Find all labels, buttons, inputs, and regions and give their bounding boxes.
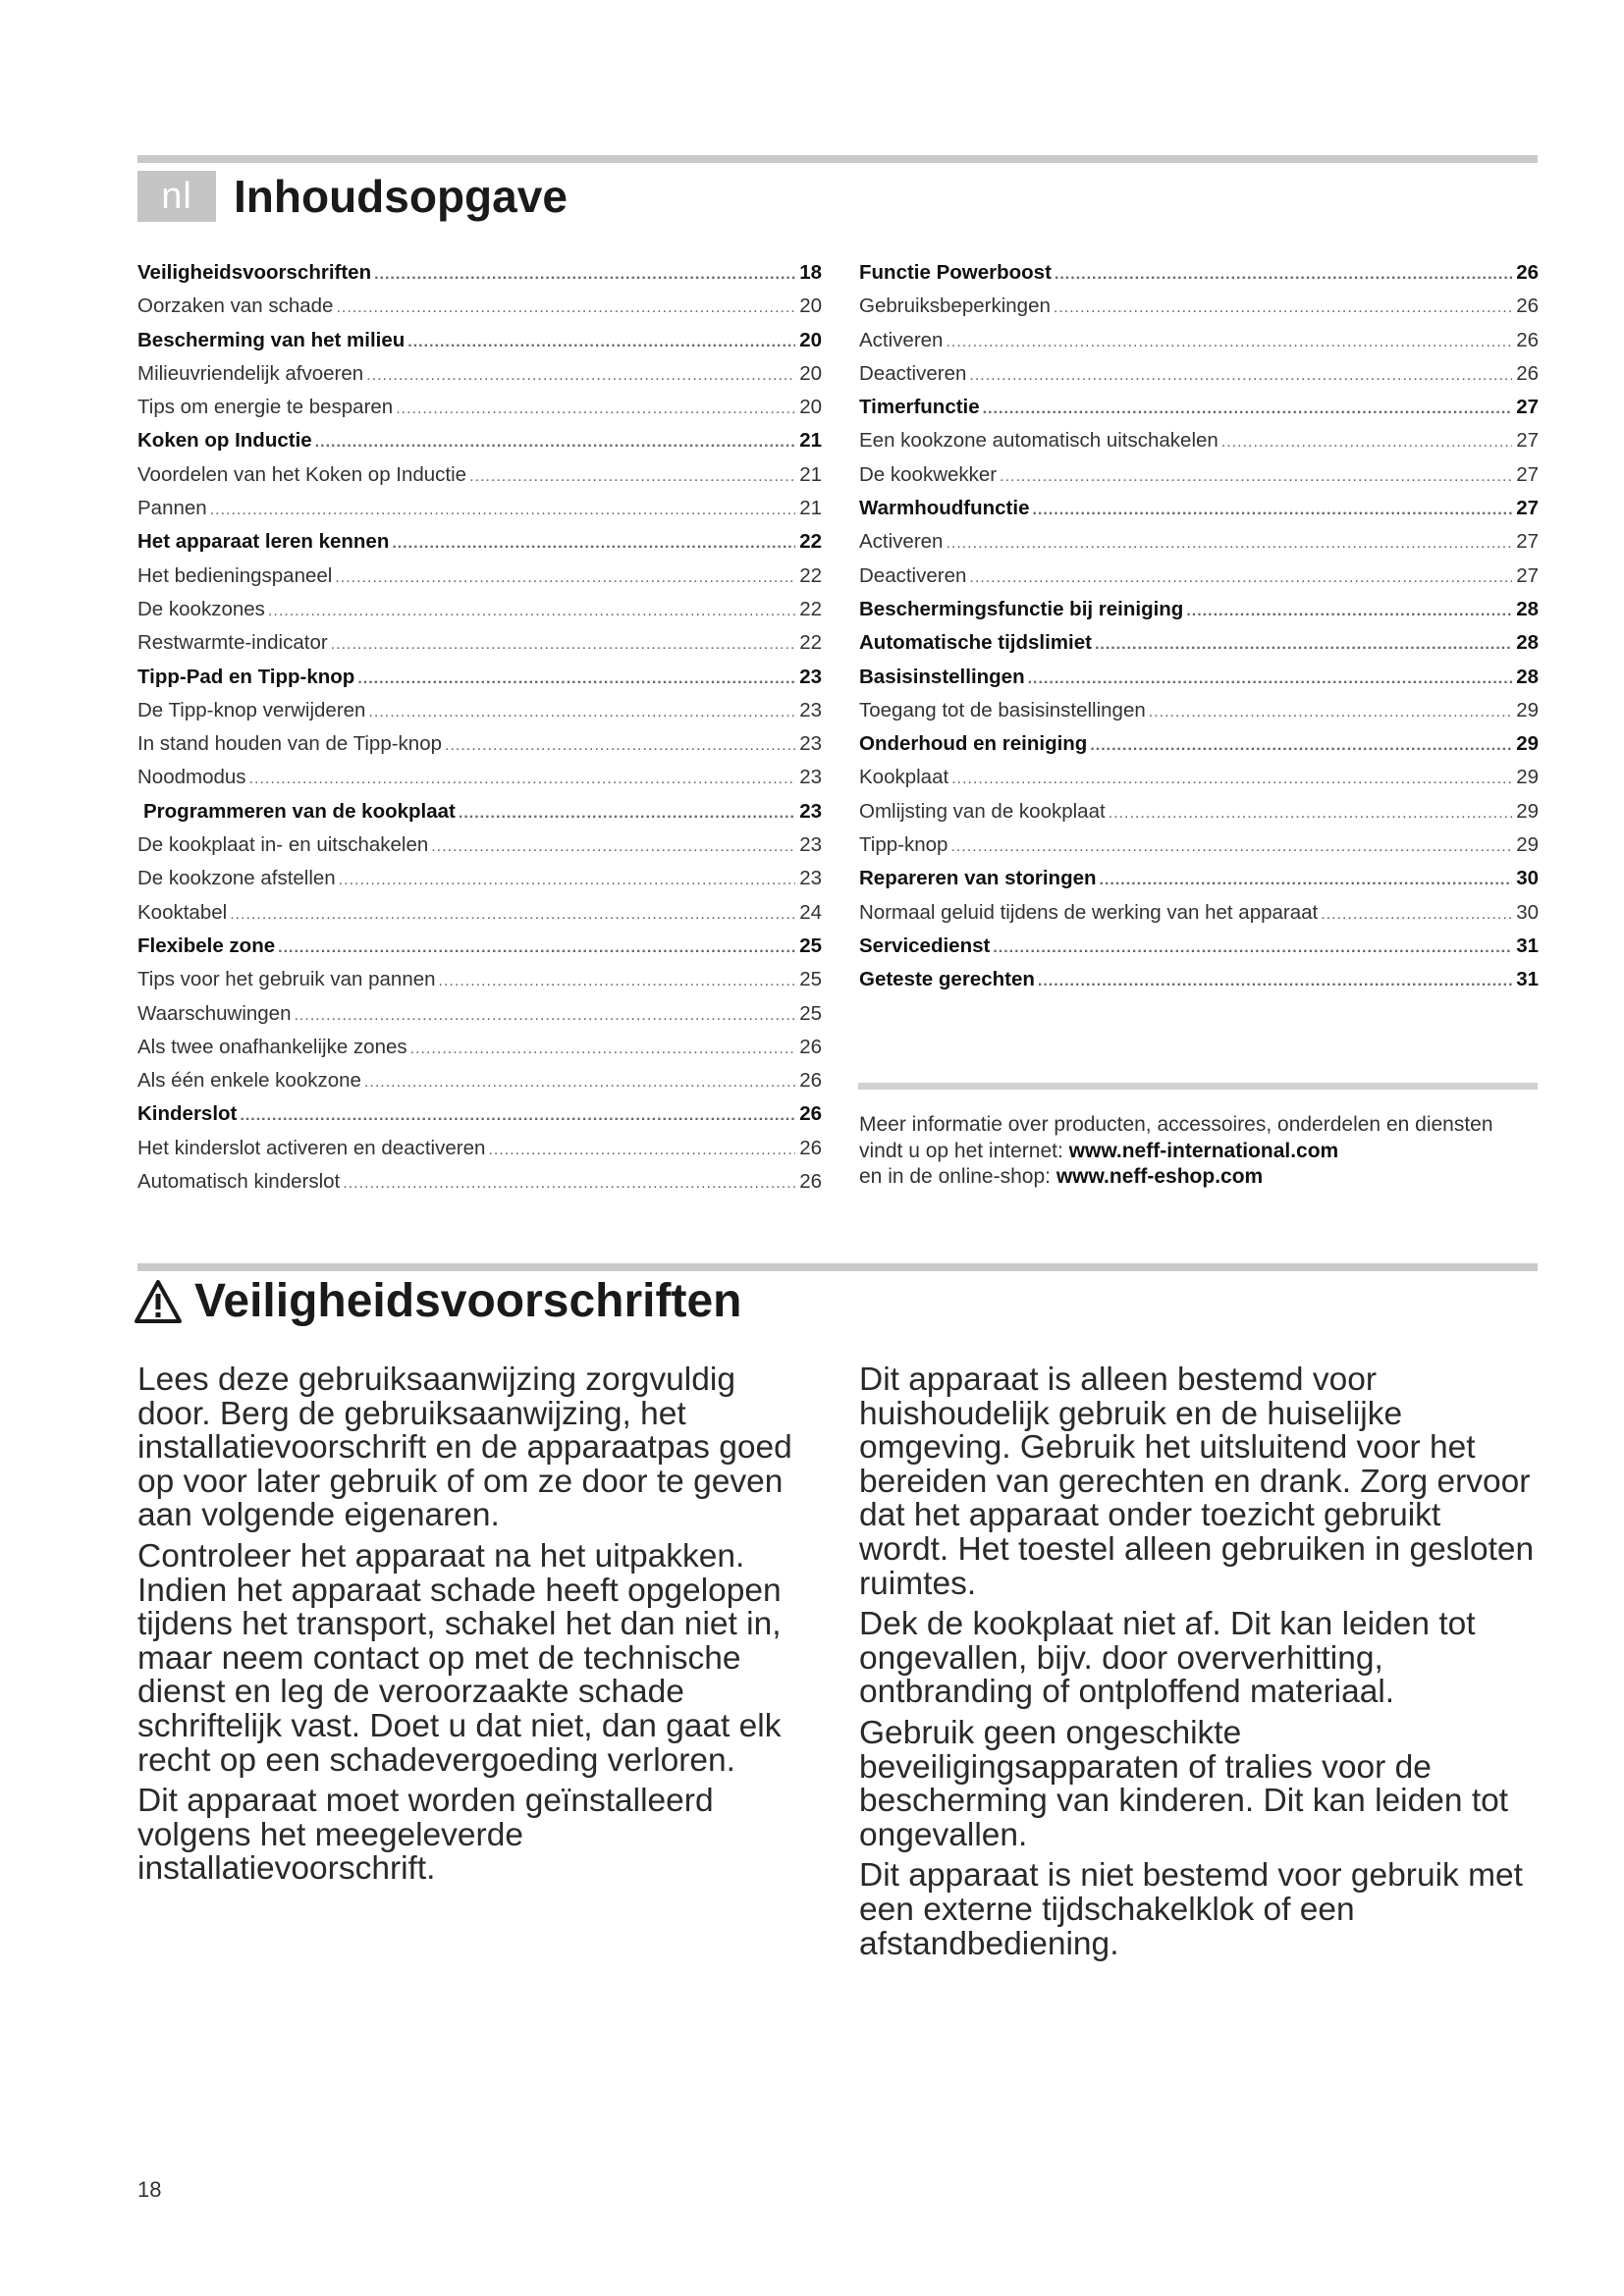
toc-entry[interactable] [137, 727, 822, 761]
top-divider [137, 155, 1538, 163]
website-link[interactable]: www.neff-international.com [1068, 1139, 1339, 1162]
info-divider [858, 1083, 1538, 1090]
toc-entry[interactable] [137, 1132, 822, 1165]
toc-entry[interactable] [137, 1031, 822, 1064]
toc-leader-dots [469, 460, 795, 494]
toc-entry[interactable] [137, 997, 822, 1031]
toc-entry-page: 20 [799, 294, 822, 318]
toc-entry-label: Noodmodus [137, 766, 246, 789]
toc-entry-label: In stand houden van de Tipp-knop [137, 732, 443, 756]
toc-entry-label: Als twee onafhankelijke zones [137, 1035, 407, 1058]
toc-entry-page: 30 [1516, 900, 1539, 924]
toc-leader-dots [410, 1033, 795, 1066]
toc-entry-page: 24 [799, 900, 822, 924]
toc-entry-label: Activeren [859, 328, 944, 351]
toc-leader-dots [1055, 258, 1512, 292]
toc-entry-label: Kooktabel [137, 900, 228, 924]
toc-entry-page: 23 [799, 665, 822, 688]
safety-paragraph: Dit apparaat is alleen bestemd voor huishoudelijk gebruik en de huiselijke omgeving. Gebruik het uitsluitend voor het bereiden van gerechten en drank. Zorg ervoor dat het apparaat onder toezicht gebruikt wordt. Het toestel alleen gebruiken in gesloten ruimtes. [859, 1362, 1535, 1602]
toc-entry[interactable] [859, 661, 1539, 694]
safety-paragraph: Dit apparaat moet worden geïnstalleerd volgens het meegeleverde installatievoorschrift. [137, 1783, 714, 1888]
toc-entry-page: 23 [799, 766, 822, 789]
toc-entry[interactable] [137, 324, 822, 357]
toc-leader-dots [1221, 426, 1512, 459]
toc-entry-page: 27 [1516, 530, 1539, 554]
toc-entry-label: Omlijsting van de kookplaat [859, 799, 1106, 823]
toc-leader-dots [1095, 628, 1512, 662]
toc-leader-dots [950, 830, 1512, 864]
toc-entry-label: Milieuvriendelijk afvoeren [137, 361, 364, 385]
toc-entry[interactable] [137, 930, 822, 963]
toc-entry[interactable] [859, 593, 1539, 626]
toc-entry[interactable] [137, 593, 822, 626]
toc-leader-dots [315, 426, 795, 459]
toc-entry-label: Beschermingsfunctie bij reiniging [859, 597, 1184, 620]
page-number: 18 [137, 2177, 162, 2202]
info-box [859, 1112, 1539, 1191]
toc-entry-page: 27 [1516, 429, 1539, 453]
toc-leader-dots [1109, 797, 1512, 830]
toc-leader-dots [249, 763, 795, 796]
toc-leader-dots [374, 258, 795, 292]
toc-entry-label: Gebruiksbeperkingen [859, 294, 1051, 318]
toc-entry-page: 26 [799, 1035, 822, 1058]
toc-entry-label: Flexibele zone [137, 934, 276, 957]
toc-entry[interactable] [137, 896, 822, 930]
toc-entry-page: 20 [799, 328, 822, 351]
toc-entry-page: 29 [1516, 833, 1539, 857]
toc-entry-page: 18 [799, 261, 822, 284]
toc-leader-dots [445, 729, 795, 763]
toc-entry[interactable] [137, 862, 822, 895]
toc-leader-dots [951, 763, 1512, 796]
toc-entry[interactable] [137, 963, 822, 996]
toc-entry[interactable] [859, 963, 1539, 996]
toc-entry-label: Servicedienst [859, 934, 991, 957]
info-text-2: en in de online-shop: [859, 1165, 1051, 1188]
toc-leader-dots [278, 932, 795, 965]
toc-entry[interactable] [137, 1165, 822, 1199]
toc-entry-page: 22 [799, 563, 822, 587]
info-text-1: Meer informatie over producten, accessoires, onderdelen en diensten vindt u op het internet: [859, 1113, 1493, 1162]
toc-entry-label: Restwarmte-indicator [137, 631, 328, 655]
toc-entry-page: 26 [1516, 294, 1539, 318]
toc-entry-page: 27 [1516, 563, 1539, 587]
toc-entry-page: 30 [1516, 867, 1539, 890]
toc-leader-dots [1054, 292, 1512, 325]
safety-paragraph: Dek de kookplaat niet af. Dit kan leiden tot ongevallen, bijv. door oververhitting, ontbranding of ontploffend materiaal. [859, 1606, 1476, 1711]
toc-entry-page: 31 [1516, 968, 1539, 991]
toc-entry-page: 26 [1516, 361, 1539, 385]
toc-entry[interactable] [137, 828, 822, 862]
toc-leader-dots [1028, 663, 1512, 696]
safety-right-column [859, 1363, 1537, 1968]
toc-leader-dots [230, 898, 795, 932]
toc-entry-label: Voordelen van het Koken op Inductie [137, 462, 467, 486]
toc-entry[interactable] [137, 492, 822, 525]
toc-leader-dots [392, 527, 795, 561]
toc-leader-dots [983, 393, 1512, 426]
toc-entry-label: Tipp-knop [859, 833, 948, 857]
toc-entry[interactable] [859, 256, 1539, 290]
toc-entry[interactable] [137, 761, 822, 794]
toc-leader-dots [407, 326, 795, 359]
toc-entry-label: Het kinderslot activeren en deactiveren [137, 1136, 486, 1159]
toc-entry-label: Tips om energie te besparen [137, 396, 394, 419]
toc-leader-dots [1186, 595, 1512, 628]
toc-leader-dots [488, 1134, 795, 1167]
toc-leader-dots [364, 1066, 795, 1099]
toc-entry-label: Geteste gerechten [859, 968, 1035, 991]
toc-leader-dots [439, 965, 795, 998]
toc-entry[interactable] [137, 1097, 822, 1131]
toc-entry-label: Als één enkele kookzone [137, 1069, 361, 1093]
toc-entry-page: 22 [799, 631, 822, 655]
toc-entry[interactable] [859, 357, 1539, 391]
toc-entry-page: 29 [1516, 732, 1539, 756]
toc-leader-dots [969, 359, 1512, 393]
toc-entry-label: Kookplaat [859, 766, 949, 789]
toc-entry[interactable] [859, 727, 1539, 761]
toc-entry-page: 26 [799, 1136, 822, 1159]
toc-leader-dots [993, 932, 1512, 965]
toc-title: Inhoudsopgave [234, 171, 568, 222]
toc-entry-page: 20 [799, 396, 822, 419]
toc-entry[interactable] [859, 391, 1539, 424]
toc-entry[interactable] [859, 560, 1539, 593]
toc-entry[interactable] [137, 256, 822, 290]
toc-leader-dots [368, 696, 795, 729]
toc-entry-label: Kinderslot [137, 1102, 238, 1126]
toc-entry-page: 27 [1516, 462, 1539, 486]
toc-entry[interactable] [137, 357, 822, 391]
toc-entry-page: 28 [1516, 665, 1539, 688]
toc-entry-label: Programmeren van de kookplaat [143, 799, 456, 823]
toc-entry-label: Warmhoudfunctie [859, 497, 1030, 520]
toc-entry-page: 28 [1516, 597, 1539, 620]
toc-leader-dots [335, 561, 795, 595]
toc-entry-page: 21 [799, 429, 822, 453]
toc-entry-page: 26 [799, 1069, 822, 1093]
toc-leader-dots [1321, 898, 1512, 932]
toc-entry-label: Bescherming van het milieu [137, 328, 406, 351]
toc-entry[interactable] [859, 896, 1539, 930]
toc-leader-dots [331, 628, 795, 662]
toc-entry[interactable] [859, 626, 1539, 660]
language-badge: nl [137, 171, 216, 222]
toc-entry-page: 23 [799, 867, 822, 890]
toc-entry-label: Het bedieningspaneel [137, 563, 333, 587]
toc-entry[interactable] [859, 324, 1539, 357]
toc-entry[interactable] [137, 525, 822, 559]
toc-leader-dots [357, 663, 795, 696]
toc-entry[interactable] [859, 761, 1539, 794]
toc-entry[interactable] [859, 930, 1539, 963]
toc-entry-label: Pannen [137, 497, 207, 520]
toc-leader-dots [396, 393, 795, 426]
toc-leader-dots [240, 1099, 795, 1133]
toc-entry-label: Veiligheidsvoorschriften [137, 261, 372, 284]
safety-left-column [137, 1363, 815, 1894]
toc-entry-page: 26 [1516, 261, 1539, 284]
toc-leader-dots [1038, 965, 1512, 998]
toc-entry[interactable] [137, 458, 822, 492]
shop-link[interactable]: www.neff-eshop.com [1056, 1165, 1264, 1188]
toc-entry-label: Functie Powerboost [859, 261, 1052, 284]
toc-entry-page: 22 [799, 530, 822, 554]
toc-entry-page: 26 [799, 1170, 822, 1194]
toc-entry-label: De kookzones [137, 597, 265, 620]
toc-entry-label: Tips voor het gebruik van pannen [137, 968, 436, 991]
toc-leader-dots [1149, 696, 1512, 729]
toc-entry-label: Activeren [859, 530, 944, 554]
toc-entry[interactable] [137, 795, 822, 828]
toc-leader-dots [339, 864, 795, 897]
toc-entry-label: Automatische tijdslimiet [859, 631, 1092, 655]
section-divider [137, 1263, 1538, 1271]
toc-entry-page: 25 [799, 1001, 822, 1025]
toc-entry-page: 22 [799, 597, 822, 620]
toc-entry[interactable] [137, 290, 822, 323]
toc-leader-dots [366, 359, 795, 393]
toc-entry-page: 27 [1516, 497, 1539, 520]
safety-paragraph: Gebruik geen ongeschikte beveiligingsapparaten of tralies voor de bescherming van kinderen. Dit kan leiden tot ongevallen. [859, 1714, 1509, 1853]
toc-entry-label: Onderhoud en reiniging [859, 732, 1088, 756]
toc-entry-page: 26 [799, 1102, 822, 1126]
toc-entry[interactable] [859, 795, 1539, 828]
safety-title-text: Veiligheidsvoorschriften [194, 1275, 742, 1327]
toc-entry-label: De Tipp-knop verwijderen [137, 698, 366, 721]
toc-entry-label: De kookzone afstellen [137, 867, 336, 890]
toc-entry[interactable] [859, 290, 1539, 323]
toc-entry[interactable] [137, 560, 822, 593]
safety-section-title [134, 1271, 741, 1332]
toc-entry-page: 31 [1516, 934, 1539, 957]
toc-entry-label: De kookwekker [859, 462, 998, 486]
toc-entry-page: 21 [799, 497, 822, 520]
toc-entry-label: Deactiveren [859, 563, 967, 587]
toc-entry[interactable] [137, 1064, 822, 1097]
toc-entry-label: Waarschuwingen [137, 1001, 292, 1025]
toc-right-column [859, 256, 1539, 997]
toc-entry[interactable] [137, 391, 822, 424]
toc-entry[interactable] [859, 828, 1539, 862]
toc-entry[interactable] [859, 694, 1539, 727]
toc-entry[interactable] [859, 525, 1539, 559]
toc-entry-page: 25 [799, 934, 822, 957]
safety-paragraph: Controleer het apparaat na het uitpakken. Indien het apparaat schade heeft opgelopen tijdens het transport, schakel het dan niet in, maar neem contact op met de technische dienst en leg de veroorzaakte schade schriftelijk vast. Doet u dat niet, dan gaat elk recht op een schadevergoeding verloren. [137, 1537, 782, 1779]
toc-entry-page: 23 [799, 799, 822, 823]
toc-leader-dots [1032, 494, 1512, 527]
toc-entry[interactable] [137, 661, 822, 694]
toc-leader-dots [946, 527, 1512, 561]
toc-entry-label: Normaal geluid tijdens de werking van het apparaat [859, 900, 1319, 924]
warning-triangle-icon [134, 1279, 183, 1324]
toc-entry[interactable] [137, 424, 822, 457]
toc-left-column [137, 256, 822, 1199]
toc-entry-page: 20 [799, 361, 822, 385]
toc-entry-label: Deactiveren [859, 361, 967, 385]
toc-leader-dots [1000, 460, 1512, 494]
toc-entry-label: Repareren van storingen [859, 867, 1097, 890]
toc-entry-page: 25 [799, 968, 822, 991]
toc-entry-page: 26 [1516, 328, 1539, 351]
toc-entry-page: 23 [799, 698, 822, 721]
toc-entry-page: 23 [799, 732, 822, 756]
toc-entry-label: Automatisch kinderslot [137, 1170, 341, 1194]
toc-entry[interactable] [859, 492, 1539, 525]
toc-entry-label: Oorzaken van schade [137, 294, 334, 318]
toc-leader-dots [268, 595, 795, 628]
toc-entry-page: 28 [1516, 631, 1539, 655]
toc-entry[interactable] [137, 694, 822, 727]
safety-paragraph: Dit apparaat is niet bestemd voor gebruik met een externe tijdschakelklok of een afstandbediening. [859, 1857, 1523, 1962]
toc-leader-dots [1090, 729, 1512, 763]
toc-entry-label: De kookplaat in- en uitschakelen [137, 833, 429, 857]
toc-entry-page: 29 [1516, 799, 1539, 823]
toc-entry-page: 27 [1516, 396, 1539, 419]
toc-entry-page: 23 [799, 833, 822, 857]
toc-entry-label: Tipp-Pad en Tipp-knop [137, 665, 355, 688]
toc-leader-dots [946, 326, 1512, 359]
toc-leader-dots [343, 1167, 795, 1201]
toc-entry-label: Basisinstellingen [859, 665, 1025, 688]
toc-leader-dots [459, 797, 795, 830]
toc-entry[interactable] [137, 626, 822, 660]
toc-entry-label: Toegang tot de basisinstellingen [859, 698, 1146, 721]
safety-paragraph: Lees deze gebruiksaanwijzing zorgvuldig door. Berg de gebruiksaanwijzing, het installatievoorschrift en de apparaatpas goed op voor later gebruik of om ze door te geven aan volgende eigenaren. [137, 1362, 792, 1534]
toc-entry-label: Timerfunctie [859, 396, 980, 419]
toc-leader-dots [969, 561, 1512, 595]
toc-entry[interactable] [859, 862, 1539, 895]
toc-entry-page: 21 [799, 462, 822, 486]
toc-leader-dots [210, 494, 795, 527]
toc-entry-label: Het apparaat leren kennen [137, 530, 390, 554]
toc-leader-dots [1100, 864, 1512, 897]
toc-entry-page: 29 [1516, 766, 1539, 789]
toc-entry-label: Een kookzone automatisch uitschakelen [859, 429, 1218, 453]
toc-leader-dots [336, 292, 795, 325]
toc-leader-dots [294, 999, 795, 1033]
toc-entry-page: 29 [1516, 698, 1539, 721]
toc-entry[interactable] [859, 424, 1539, 457]
toc-leader-dots [431, 830, 795, 864]
toc-entry[interactable] [859, 458, 1539, 492]
toc-entry-label: Koken op Inductie [137, 429, 312, 453]
